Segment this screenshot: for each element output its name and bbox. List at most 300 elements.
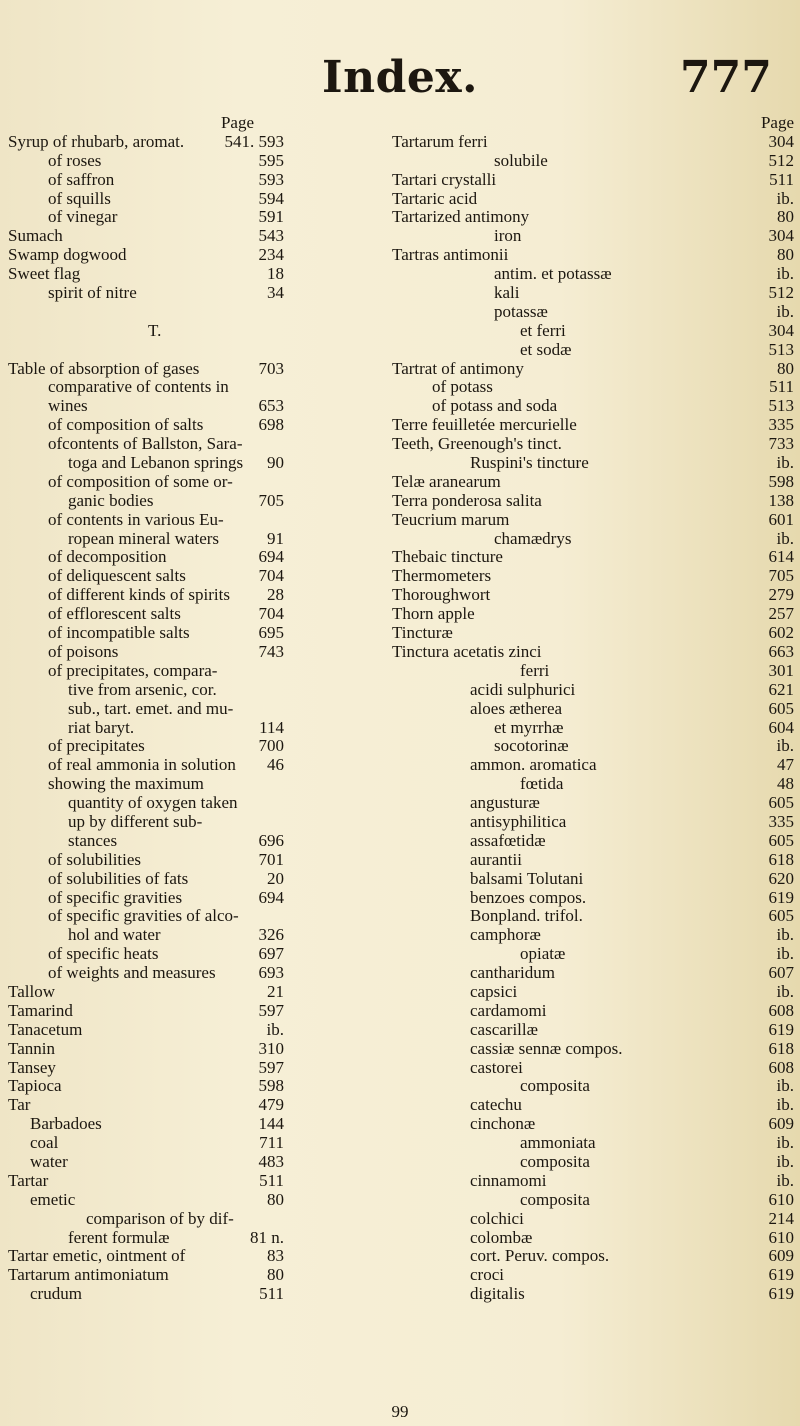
entry-term: of real ammonia in solution xyxy=(48,755,236,775)
index-entry xyxy=(8,530,356,549)
entry-term: Tartar xyxy=(8,1170,49,1190)
index-entry xyxy=(392,435,794,454)
entry-term: Tartaric acid xyxy=(392,188,478,208)
entry-page-ref: 695 xyxy=(258,623,284,643)
entry-page-ref: 543 xyxy=(258,226,284,246)
entry-term: cinnamomi xyxy=(470,1170,547,1190)
entry-term: capsici xyxy=(470,981,518,1001)
entry-page-ref: 335 xyxy=(768,415,794,435)
signature-mark: 99 xyxy=(391,1402,409,1421)
entry-page-ref: ib. xyxy=(266,1019,284,1039)
entry-page-ref: ib. xyxy=(776,453,794,473)
index-entry xyxy=(8,303,356,322)
entry-term: colchici xyxy=(470,1208,524,1228)
index-entry xyxy=(392,1002,794,1021)
entry-page-ref: 90 xyxy=(267,453,284,473)
entry-term: Telæ aranearum xyxy=(392,471,501,491)
entry-term: Tincturæ xyxy=(392,623,453,643)
index-entry xyxy=(392,1285,794,1304)
index-entry xyxy=(8,397,356,416)
index-entry xyxy=(392,624,794,643)
entry-term: of precipitates xyxy=(48,736,145,756)
index-entry xyxy=(8,227,356,246)
index-entry xyxy=(8,851,356,870)
index-entry xyxy=(392,662,794,681)
entry-page-ref: 608 xyxy=(768,1057,794,1077)
page-label: Page xyxy=(220,113,254,132)
entry-term: water xyxy=(30,1151,68,1171)
index-entry xyxy=(392,756,794,775)
index-entry xyxy=(8,624,356,643)
entry-page-ref: 512 xyxy=(768,150,794,170)
index-entry xyxy=(8,1040,356,1059)
entry-page-ref: 46 xyxy=(267,755,284,775)
entry-page-ref: 114 xyxy=(259,717,284,737)
entry-page-ref: ib. xyxy=(776,1076,794,1096)
entry-page-ref: 704 xyxy=(258,566,284,586)
entry-page-ref: ib. xyxy=(776,528,794,548)
index-entry xyxy=(8,907,356,926)
index-entry xyxy=(392,681,794,700)
entry-page-ref: 696 xyxy=(258,830,284,850)
index-column-left xyxy=(8,114,356,1304)
entry-term: acidi sulphurici xyxy=(470,679,576,699)
entry-page-ref: 694 xyxy=(258,887,284,907)
entry-page-ref: 700 xyxy=(258,736,284,756)
entry-page-ref: 80 xyxy=(777,245,794,265)
entry-term: opiatæ xyxy=(520,944,566,964)
entry-page-ref: 144 xyxy=(258,1114,284,1134)
entry-page-ref: 705 xyxy=(768,566,794,586)
entry-term: spirit of nitre xyxy=(48,283,137,303)
entry-term: of solubilities xyxy=(48,849,142,869)
entry-page-ref: 138 xyxy=(768,490,794,510)
index-entry xyxy=(392,1134,794,1153)
index-entry xyxy=(8,1077,356,1096)
entry-term: Syrup of rhubarb, aromat. xyxy=(8,131,185,151)
index-entry xyxy=(8,1002,356,1021)
index-entry xyxy=(392,548,794,567)
index-entry xyxy=(8,378,356,397)
index-entry xyxy=(392,737,794,756)
page-column-header xyxy=(8,114,356,133)
entry-term: Tartarum antimoniatum xyxy=(8,1265,169,1285)
index-entry xyxy=(8,1247,356,1266)
index-entry xyxy=(392,284,794,303)
entry-page-ref: 711 xyxy=(259,1133,284,1153)
index-entry xyxy=(8,983,356,1002)
entry-page-ref: 595 xyxy=(258,150,284,170)
index-entry xyxy=(8,492,356,511)
index-entry xyxy=(392,1210,794,1229)
entry-term: angusturæ xyxy=(470,793,540,813)
index-entry xyxy=(392,208,794,227)
entry-term: of deliquescent salts xyxy=(48,566,186,586)
index-entry xyxy=(392,171,794,190)
index-entry xyxy=(392,1115,794,1134)
index-entry xyxy=(8,813,356,832)
index-entry xyxy=(8,1115,356,1134)
index-entry xyxy=(8,1059,356,1078)
index-entry xyxy=(392,1059,794,1078)
index-entry xyxy=(392,945,794,964)
index-entry xyxy=(8,1172,356,1191)
entry-term: Tallow xyxy=(8,981,55,1001)
index-entry xyxy=(392,1191,794,1210)
index-entry xyxy=(8,1153,356,1172)
entry-page-ref: ib. xyxy=(776,1170,794,1190)
index-entry xyxy=(392,1021,794,1040)
entry-term: of specific gravities of alco- xyxy=(48,906,239,926)
index-entry xyxy=(8,473,356,492)
entry-term: stances xyxy=(68,830,118,850)
entry-term: catechu xyxy=(470,1095,522,1115)
index-entry xyxy=(392,341,794,360)
index-entry xyxy=(392,813,794,832)
index-entry xyxy=(392,700,794,719)
index-entry xyxy=(8,794,356,813)
entry-page-ref: 48 xyxy=(777,774,794,794)
index-entry xyxy=(392,227,794,246)
entry-term: Teucrium marum xyxy=(392,509,510,529)
index-entry xyxy=(392,719,794,738)
index-entry xyxy=(8,1229,356,1248)
entry-term: Swamp dogwood xyxy=(8,245,127,265)
entry-page-ref: 511 xyxy=(769,377,794,397)
index-entry xyxy=(392,1229,794,1248)
entry-page-ref: 698 xyxy=(258,415,284,435)
entry-page-ref: 701 xyxy=(258,849,284,869)
entry-page-ref: 609 xyxy=(768,1114,794,1134)
entry-term: sub., tart. emet. and mu- xyxy=(68,698,234,718)
entry-term: potassæ xyxy=(494,301,548,321)
index-entry xyxy=(8,586,356,605)
entry-term: quantity of oxygen taken xyxy=(68,793,238,813)
entry-term: cantharidum xyxy=(470,963,555,983)
index-entry xyxy=(392,1096,794,1115)
entry-term: T. xyxy=(148,320,162,340)
page-number: 777 xyxy=(680,52,772,103)
entry-term: et sodæ xyxy=(520,339,572,359)
page-title: Index. xyxy=(322,52,478,103)
entry-page-ref: 279 xyxy=(768,585,794,605)
entry-term: Tartar emetic, ointment of xyxy=(8,1246,186,1266)
entry-term: aurantii xyxy=(470,849,522,869)
index-entry xyxy=(392,926,794,945)
index-entry xyxy=(392,983,794,1002)
entry-page-ref: ib. xyxy=(776,188,794,208)
entry-page-ref: 618 xyxy=(768,849,794,869)
index-entry xyxy=(8,643,356,662)
entry-page-ref: ib. xyxy=(776,925,794,945)
entry-term: Terre feuilletée mercurielle xyxy=(392,415,577,435)
entry-page-ref: 619 xyxy=(768,1265,794,1285)
entry-term: of specific gravities xyxy=(48,887,183,907)
index-entry xyxy=(8,360,356,379)
entry-page-ref: 653 xyxy=(258,396,284,416)
index-entry xyxy=(392,832,794,851)
entry-page-ref: 601 xyxy=(768,509,794,529)
entry-term: camphoræ xyxy=(470,925,541,945)
index-entry xyxy=(8,945,356,964)
index-entry xyxy=(392,303,794,322)
entry-page-ref: 91 xyxy=(267,528,284,548)
entry-term: Tartarized antimony xyxy=(392,207,530,227)
entry-page-ref: 614 xyxy=(768,547,794,567)
index-entry xyxy=(392,511,794,530)
index-entry xyxy=(392,1077,794,1096)
entry-term: benzoes compos. xyxy=(470,887,587,907)
entry-term: Tar xyxy=(8,1095,31,1115)
entry-term: riat baryt. xyxy=(68,717,135,737)
index-entry xyxy=(392,152,794,171)
entry-term: Teeth, Greenough's tinct. xyxy=(392,434,562,454)
index-entry xyxy=(392,322,794,341)
index-entry xyxy=(8,605,356,624)
entry-term: croci xyxy=(470,1265,504,1285)
entry-page-ref: 511 xyxy=(259,1284,284,1304)
entry-page-ref: 81 n. xyxy=(250,1227,284,1247)
entry-term: antim. et potassæ xyxy=(494,264,612,284)
index-entry xyxy=(8,322,356,341)
index-entry xyxy=(8,567,356,586)
entry-page-ref: 512 xyxy=(768,283,794,303)
entry-term: socotorinæ xyxy=(494,736,569,756)
entry-term: chamædrys xyxy=(494,528,572,548)
entry-term: of different kinds of spirits xyxy=(48,585,230,605)
entry-page-ref: 597 xyxy=(258,1057,284,1077)
index-entry xyxy=(8,1021,356,1040)
entry-term: Tapioca xyxy=(8,1076,62,1096)
entry-term: of weights and measures xyxy=(48,963,216,983)
index-entry xyxy=(392,870,794,889)
index-entry xyxy=(392,133,794,152)
entry-term: assafœtidæ xyxy=(470,830,546,850)
index-entry xyxy=(8,1096,356,1115)
index-entry xyxy=(8,265,356,284)
entry-page-ref: 619 xyxy=(768,887,794,907)
entry-page-ref: 304 xyxy=(768,131,794,151)
entry-term: cardamomi xyxy=(470,1000,547,1020)
index-entry xyxy=(8,246,356,265)
index-entry xyxy=(8,190,356,209)
index-entry xyxy=(392,1040,794,1059)
entry-page-ref: 304 xyxy=(768,226,794,246)
entry-term: of saffron xyxy=(48,169,115,189)
entry-term: hol and water xyxy=(68,925,161,945)
entry-term: Terra ponderosa salita xyxy=(392,490,542,510)
index-entry xyxy=(392,492,794,511)
entry-page-ref: 21 xyxy=(267,981,284,1001)
entry-page-ref: 608 xyxy=(768,1000,794,1020)
entry-term: kali xyxy=(494,283,520,303)
entry-term: Tartrat of antimony xyxy=(392,358,524,378)
index-entry xyxy=(392,605,794,624)
entry-page-ref: 602 xyxy=(768,623,794,643)
index-entry xyxy=(392,360,794,379)
entry-page-ref: 310 xyxy=(258,1038,284,1058)
entry-term: Tartarum ferri xyxy=(392,131,488,151)
entry-term: ferent formulæ xyxy=(68,1227,170,1247)
index-entry xyxy=(8,775,356,794)
entry-page-ref: 479 xyxy=(258,1095,284,1115)
entry-term: Bonpland. trifol. xyxy=(470,906,583,926)
entry-page-ref: 605 xyxy=(768,793,794,813)
entry-page-ref: 618 xyxy=(768,1038,794,1058)
index-entry xyxy=(8,964,356,983)
entry-page-ref: 80 xyxy=(267,1265,284,1285)
entry-page-ref: 511 xyxy=(259,1170,284,1190)
index-entry xyxy=(8,1210,356,1229)
entry-page-ref: 593 xyxy=(258,169,284,189)
index-entry xyxy=(392,397,794,416)
entry-page-ref: 214 xyxy=(768,1208,794,1228)
entry-page-ref: 18 xyxy=(267,264,284,284)
entry-term: digitalis xyxy=(470,1284,525,1304)
entry-term: Sumach xyxy=(8,226,63,246)
index-entry xyxy=(392,378,794,397)
index-entry xyxy=(8,341,356,360)
index-entry xyxy=(8,926,356,945)
entry-page-ref: 598 xyxy=(258,1076,284,1096)
entry-term: fœtida xyxy=(520,774,564,794)
entry-term: of efflorescent salts xyxy=(48,604,181,624)
index-entry xyxy=(8,548,356,567)
entry-page-ref: 541. 593 xyxy=(224,131,284,151)
entry-page-ref: 609 xyxy=(768,1246,794,1266)
entry-term: balsami Tolutani xyxy=(470,868,584,888)
entry-page-ref: 20 xyxy=(267,868,284,888)
index-entry xyxy=(8,511,356,530)
entry-term: composita xyxy=(520,1189,590,1209)
index-entry xyxy=(8,171,356,190)
index-entry xyxy=(392,190,794,209)
entry-term: Sweet flag xyxy=(8,264,81,284)
entry-page-ref: 47 xyxy=(777,755,794,775)
page-column-header xyxy=(392,114,794,133)
entry-term: Barbadoes xyxy=(30,1114,102,1134)
index-entry xyxy=(8,454,356,473)
entry-term: of potass xyxy=(432,377,493,397)
entry-term: comparative of contents in xyxy=(48,377,229,397)
entry-page-ref: 301 xyxy=(768,660,794,680)
entry-page-ref: 605 xyxy=(768,830,794,850)
entry-page-ref: 610 xyxy=(768,1227,794,1247)
entry-page-ref: ib. xyxy=(776,981,794,1001)
entry-term: composita xyxy=(520,1076,590,1096)
entry-page-ref: 28 xyxy=(267,585,284,605)
entry-term: Tinctura acetatis zinci xyxy=(392,641,542,661)
entry-page-ref: 705 xyxy=(258,490,284,510)
entry-page-ref: 513 xyxy=(768,396,794,416)
entry-page-ref: 513 xyxy=(768,339,794,359)
entry-page-ref: 620 xyxy=(768,868,794,888)
entry-page-ref: 704 xyxy=(258,604,284,624)
entry-term: Thorn apple xyxy=(392,604,475,624)
entry-page-ref: ib. xyxy=(776,736,794,756)
entry-term: tive from arsenic, cor. xyxy=(68,679,217,699)
entry-page-ref: 597 xyxy=(258,1000,284,1020)
index-entry xyxy=(8,416,356,435)
entry-page-ref: ib. xyxy=(776,301,794,321)
entry-term: of contents in various Eu- xyxy=(48,509,224,529)
entry-page-ref: 234 xyxy=(258,245,284,265)
entry-page-ref: 693 xyxy=(258,963,284,983)
entry-page-ref: 621 xyxy=(768,679,794,699)
entry-page-ref: 511 xyxy=(769,169,794,189)
entry-term: up by different sub- xyxy=(68,811,203,831)
entry-page-ref: 83 xyxy=(267,1246,284,1266)
entry-term: crudum xyxy=(30,1284,82,1304)
entry-page-ref: 326 xyxy=(258,925,284,945)
entry-page-ref: ib. xyxy=(776,1151,794,1171)
index-entry xyxy=(392,643,794,662)
entry-term: cort. Peruv. compos. xyxy=(470,1246,610,1266)
index-entry xyxy=(8,284,356,303)
entry-term: of composition of salts xyxy=(48,415,204,435)
page-label: Page xyxy=(760,113,794,132)
index-entry xyxy=(8,756,356,775)
index-entry xyxy=(392,889,794,908)
entry-term: iron xyxy=(494,226,522,246)
entry-page-ref: 619 xyxy=(768,1019,794,1039)
entry-page-ref: 605 xyxy=(768,698,794,718)
entry-term: cassiæ sennæ compos. xyxy=(470,1038,623,1058)
entry-term: ganic bodies xyxy=(68,490,154,510)
entry-term: of incompatible salts xyxy=(48,623,190,643)
index-entry xyxy=(8,681,356,700)
entry-term: ammoniata xyxy=(520,1133,596,1153)
right-entries xyxy=(392,133,794,1304)
entry-page-ref: 619 xyxy=(768,1284,794,1304)
entry-term: Tamarind xyxy=(8,1000,73,1020)
index-entry xyxy=(392,851,794,870)
entry-page-ref: 80 xyxy=(777,358,794,378)
entry-page-ref: 733 xyxy=(768,434,794,454)
entry-term: Table of absorption of gases xyxy=(8,358,200,378)
entry-page-ref: 598 xyxy=(768,471,794,491)
entry-term: ferri xyxy=(520,660,550,680)
entry-page-ref: 605 xyxy=(768,906,794,926)
index-entry xyxy=(392,530,794,549)
entry-page-ref: 591 xyxy=(258,207,284,227)
index-entry xyxy=(392,454,794,473)
entry-term: colombæ xyxy=(470,1227,533,1247)
entry-term: cinchonæ xyxy=(470,1114,536,1134)
entry-page-ref: ib. xyxy=(776,1095,794,1115)
entry-term: showing the maximum xyxy=(48,774,204,794)
entry-term: et ferri xyxy=(520,320,566,340)
entry-page-ref: 697 xyxy=(258,944,284,964)
index-entry xyxy=(392,964,794,983)
entry-term: coal xyxy=(30,1133,59,1153)
index-entry xyxy=(392,907,794,926)
entry-term: Tanacetum xyxy=(8,1019,83,1039)
entry-term: Thebaic tincture xyxy=(392,547,503,567)
index-entry xyxy=(8,1285,356,1304)
index-entry xyxy=(8,1134,356,1153)
entry-term: of roses xyxy=(48,150,102,170)
entry-term: Tansey xyxy=(8,1057,56,1077)
index-entry xyxy=(8,1266,356,1285)
index-entry xyxy=(392,586,794,605)
index-entry xyxy=(8,133,356,152)
index-entry xyxy=(392,473,794,492)
entry-page-ref: 80 xyxy=(777,207,794,227)
entry-term: Thermometers xyxy=(392,566,492,586)
entry-term: of precipitates, compara- xyxy=(48,660,218,680)
index-entry xyxy=(392,794,794,813)
